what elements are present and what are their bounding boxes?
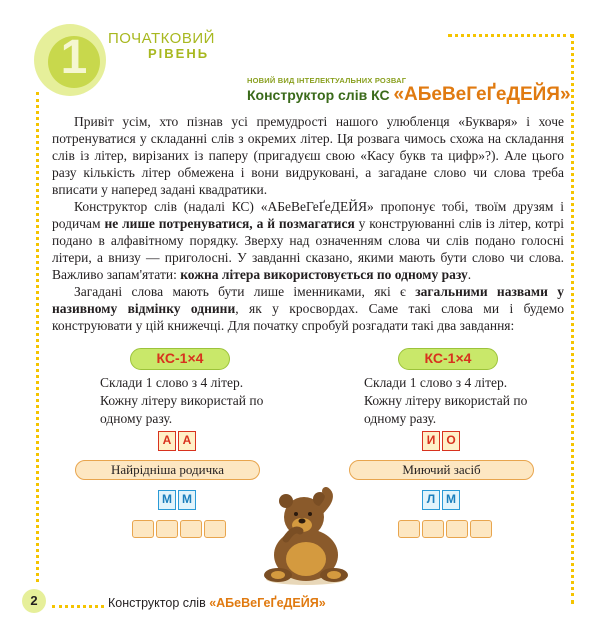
consonant-letter[interactable]: М [442, 490, 460, 510]
vowel-letters [158, 431, 196, 451]
dotted-border-right [571, 34, 574, 604]
consonant-letters [158, 490, 196, 510]
bear-nose [299, 519, 306, 524]
intro-p2-bold: не лише потренуватися, а й позмагатися [104, 216, 355, 231]
intro-p2-part: у конструюванні слів із літер, котрі подано в алфавітному порядку. Зверху над означенням слова чи слів подано голосні літери, а внизу — приголосні. У завданні сказано, якими мають бути слово чи слова. Важливо запам'ятати: [52, 216, 565, 282]
consonant-letter[interactable]: М [158, 490, 176, 510]
intro-p3-part: , як у кросвордах. Саме такі слова ми і будемо конструювати у цій книжечці. Для початку спробуй розгадати такі два завдання: [52, 301, 564, 333]
footer-title-prefix: Конструктор слів [108, 596, 210, 610]
task-instruction: Склади 1 слово з 4 літер. Кожну літеру використай по одному разу. [100, 375, 264, 426]
answer-cell[interactable] [398, 520, 420, 538]
answer-cell[interactable] [470, 520, 492, 538]
answer-cell[interactable] [132, 520, 154, 538]
word-clue: Найрідніша родичка [75, 460, 260, 480]
task-instruction: Склади 1 слово з 4 літер. Кожну літеру використай по одному разу. [364, 375, 528, 426]
answer-cell[interactable] [446, 520, 468, 538]
level-label-line1: ПОЧАТКОВИЙ [108, 30, 215, 47]
task-code-badge: КС-1×4 [398, 348, 498, 370]
task-code-badge: КС-1×4 [130, 348, 230, 370]
dotted-border-top [448, 34, 574, 37]
header-subtitle: НОВИЙ ВИД ІНТЕЛЕКТУАЛЬНИХ РОЗВАГ [247, 76, 407, 85]
page-number: 2 [22, 589, 46, 613]
consonant-letters [422, 490, 460, 510]
bear-belly [286, 542, 326, 576]
vowel-letter[interactable]: И [422, 431, 440, 451]
task-1 [88, 348, 268, 598]
vowel-letters [422, 431, 460, 451]
intro-p3-bold: загальними назвами у називному відмінку однини [52, 284, 564, 316]
intro-paragraph-3 [52, 283, 564, 334]
intro-paragraph-1: Привіт усім, хто пізнав усі премудрості нашого улюбленця «Букваря» і хоче потренуватися у складанні слів з окремих літер. Ця розвага чимось схожа на складання слів із літер, вирізаних із паперу (пригадуєш свою «Касу букв та цифр»?). Але цього разу кількість літер обмежена і вони видруковані, а загадане слово чи слова треба вписати у наперед задані квадратики. [52, 114, 564, 197]
footer-title-brand: «АБеВеГеҐеДЕЙЯ» [209, 596, 326, 610]
vowel-letter[interactable]: А [158, 431, 176, 451]
answer-cells [132, 520, 226, 538]
intro-p2-part: . [467, 267, 472, 282]
footer-dots [52, 605, 104, 608]
level-label-line2: РІВЕНЬ [148, 46, 210, 61]
dotted-border-left [36, 92, 39, 582]
header-title-brand: «АБеВеГеҐеДЕЙЯ» [393, 84, 571, 105]
word-clue: Миючий засіб [349, 460, 534, 480]
answer-cell[interactable] [180, 520, 202, 538]
consonant-letter[interactable]: Л [422, 490, 440, 510]
intro-p3-part: Загадані слова мають бути лише іменниками, які є [74, 284, 416, 299]
consonant-letter[interactable]: М [178, 490, 196, 510]
answer-cell[interactable] [156, 520, 178, 538]
thinking-bear-illustration [256, 487, 356, 587]
intro-paragraph-2 [52, 198, 564, 283]
vowel-letter[interactable]: А [178, 431, 196, 451]
answer-cell[interactable] [204, 520, 226, 538]
answer-cells [398, 520, 492, 538]
vowel-letter[interactable]: О [442, 431, 460, 451]
intro-p2-part: Конструктор слів (надалі КС) «АБеВеГеҐеДЕЙЯ» пропонує тобі, твоїм друзям і родичам [52, 199, 564, 231]
header-title [247, 84, 571, 106]
footer-title [108, 596, 326, 610]
header-title-prefix: Конструктор слів КС [247, 87, 394, 103]
intro-text [52, 113, 564, 334]
task-2 [352, 348, 532, 598]
intro-p2-bold: кожна літера використовується по одному разу [180, 267, 468, 282]
answer-cell[interactable] [422, 520, 444, 538]
bear-left-ear [279, 494, 293, 508]
level-number: 1 [60, 31, 88, 84]
